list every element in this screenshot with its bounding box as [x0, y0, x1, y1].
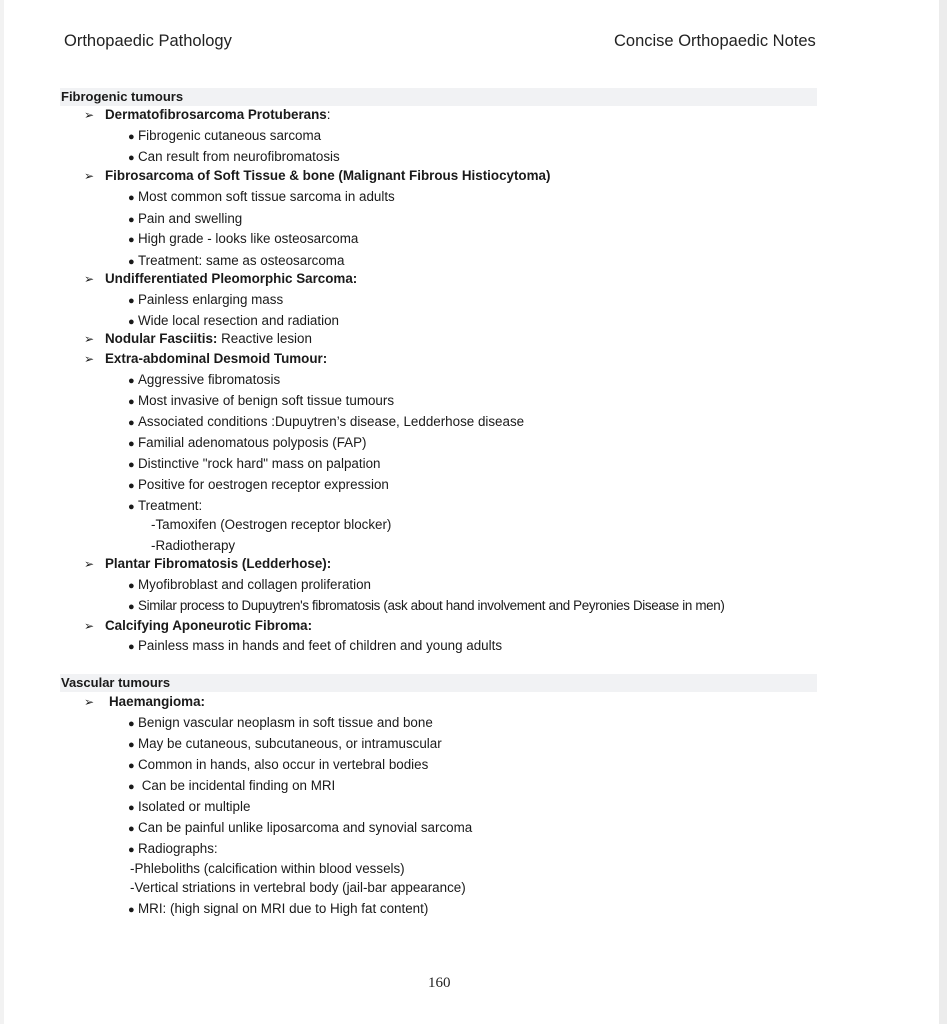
page-number: 160	[428, 975, 451, 991]
list-item	[128, 434, 366, 453]
subheading-rest: :	[326, 107, 331, 122]
list-item-text: Common in hands, also occur in vertebral bodies	[138, 757, 429, 772]
bullet-icon: ●	[128, 802, 135, 814]
list-item-text: Distinctive "rock hard" mass on palpation	[138, 456, 381, 471]
sub-list-item	[130, 860, 405, 878]
subheading	[84, 330, 312, 348]
arrow-icon: ➢	[84, 332, 95, 346]
bullet-icon: ●	[128, 316, 135, 328]
list-item	[128, 576, 371, 595]
bullet-icon: ●	[128, 192, 135, 204]
dash-icon: -	[130, 880, 135, 895]
list-item	[128, 777, 335, 796]
bullet-icon: ●	[128, 641, 135, 653]
header-right: Concise Orthopaedic Notes	[614, 32, 816, 50]
bullet-icon: ●	[128, 718, 135, 730]
subheading-text: Extra-abdominal Desmoid Tumour:	[105, 351, 328, 366]
list-item-text: Treatment: same as osteosarcoma	[138, 253, 345, 268]
list-item-text: Painless enlarging mass	[138, 292, 284, 307]
bullet-icon: ●	[128, 580, 135, 592]
subheading-text: Fibrosarcoma of Soft Tissue & bone (Malignant Fibrous Histiocytoma)	[105, 168, 551, 183]
sub-list-item	[151, 516, 391, 534]
subheading-text: Plantar Fibromatosis (Ledderhose):	[105, 556, 332, 571]
sub-list-item-text: Radiotherapy	[155, 538, 236, 553]
list-item	[128, 497, 202, 516]
subheading	[84, 693, 205, 711]
section-heading-vascular: Vascular tumours	[60, 674, 817, 692]
bullet-icon: ●	[128, 131, 135, 143]
bullet-icon: ●	[128, 459, 135, 471]
list-item	[128, 900, 428, 919]
subheading	[84, 106, 330, 124]
list-item-text: Most invasive of benign soft tissue tumours	[138, 393, 395, 408]
header-left: Orthopaedic Pathology	[64, 32, 232, 50]
list-item-text: Isolated or multiple	[138, 799, 251, 814]
bullet-icon: ●	[128, 417, 135, 429]
list-item	[128, 252, 344, 271]
list-item	[128, 735, 442, 754]
arrow-icon: ➢	[84, 619, 95, 633]
list-item-text: Associated conditions :Dupuytren’s disease, Ledderhose disease	[138, 414, 525, 429]
bullet-icon: ●	[128, 375, 135, 387]
list-item	[128, 210, 242, 229]
subheading-text: Nodular Fasciitis:	[105, 331, 218, 346]
list-item-text: Painless mass in hands and feet of children and young adults	[138, 638, 503, 653]
bullet-icon: ●	[128, 256, 135, 268]
list-item-text: Pain and swelling	[138, 211, 243, 226]
bullet-icon: ●	[128, 480, 135, 492]
bullet-icon: ●	[128, 438, 135, 450]
sub-list-item-text: Tamoxifen (Oestrogen receptor blocker)	[155, 517, 392, 532]
subheading-text: Dermatofibrosarcoma Protuberans	[105, 107, 327, 122]
subheading	[84, 270, 357, 288]
scrollbar[interactable]	[939, 0, 947, 1024]
list-item-text: Benign vascular neoplasm in soft tissue and bone	[138, 715, 433, 730]
bullet-icon: ●	[128, 152, 135, 164]
document-page	[4, 0, 939, 1024]
list-item-text: MRI: (high signal on MRI due to High fat content)	[138, 901, 429, 916]
bullet-icon: ●	[128, 396, 135, 408]
list-item-text: May be cutaneous, subcutaneous, or intramuscular	[138, 736, 442, 751]
subheading	[84, 167, 550, 185]
bullet-icon: ●	[128, 601, 135, 613]
list-item	[128, 840, 218, 859]
list-item-text: Myofibroblast and collagen proliferation	[138, 577, 371, 592]
list-item-text: Wide local resection and radiation	[138, 313, 339, 328]
bullet-icon: ●	[128, 214, 135, 226]
bullet-icon: ●	[128, 844, 135, 856]
sub-list-item-text: Vertical striations in vertebral body (jail-bar appearance)	[134, 880, 466, 895]
list-item	[128, 312, 339, 331]
list-item	[128, 392, 394, 411]
list-item-text: Can result from neurofibromatosis	[138, 149, 340, 164]
bullet-icon: ●	[128, 295, 135, 307]
bullet-icon: ●	[128, 501, 135, 513]
list-item-text: High grade - looks like osteosarcoma	[138, 231, 359, 246]
subheading	[84, 350, 327, 368]
arrow-icon: ➢	[84, 695, 95, 709]
list-item	[128, 413, 524, 432]
arrow-icon: ➢	[84, 557, 95, 571]
subheading-rest: Reactive lesion	[217, 331, 312, 346]
subheading	[84, 617, 312, 635]
list-item-text: Similar process to Dupuytren's fibromatosis (ask about hand involvement and Peyronies Disease in men)	[138, 598, 725, 613]
list-item	[128, 371, 280, 390]
list-item	[128, 188, 395, 207]
sub-list-item	[151, 537, 235, 555]
list-item	[128, 819, 472, 838]
list-item	[128, 455, 380, 474]
subheading-text: Undifferentiated Pleomorphic Sarcoma:	[105, 271, 358, 286]
subheading-text: Haemangioma:	[109, 694, 205, 709]
list-item-text: Positive for oestrogen receptor expression	[138, 477, 389, 492]
sub-list-item	[130, 879, 466, 897]
subheading	[84, 555, 331, 573]
arrow-icon: ➢	[84, 169, 95, 183]
list-item	[128, 637, 502, 656]
list-item-text: Aggressive fibromatosis	[138, 372, 281, 387]
arrow-icon: ➢	[84, 272, 95, 286]
list-item-text: Can be incidental finding on MRI	[138, 778, 336, 793]
bullet-icon: ●	[128, 781, 135, 793]
bullet-icon: ●	[128, 739, 135, 751]
list-item	[128, 798, 250, 817]
list-item-text: Radiographs:	[138, 841, 218, 856]
list-item	[128, 127, 321, 146]
arrow-icon: ➢	[84, 108, 95, 122]
section-heading-fibrogenic: Fibrogenic tumours	[60, 88, 817, 106]
list-item-text: Familial adenomatous polyposis (FAP)	[138, 435, 367, 450]
dash-icon: -	[151, 517, 156, 532]
list-item	[128, 148, 340, 167]
bullet-icon: ●	[128, 760, 135, 772]
list-item	[128, 597, 724, 616]
list-item	[128, 291, 283, 310]
subheading-text: Calcifying Aponeurotic Fibroma:	[105, 618, 313, 633]
list-item	[128, 230, 358, 249]
list-item-text: Treatment:	[138, 498, 203, 513]
list-item	[128, 476, 389, 495]
bullet-icon: ●	[128, 904, 135, 916]
dash-icon: -	[130, 861, 135, 876]
sub-list-item-text: Phleboliths (calcification within blood vessels)	[134, 861, 405, 876]
bullet-icon: ●	[128, 823, 135, 835]
bullet-icon: ●	[128, 234, 135, 246]
list-item-text: Most common soft tissue sarcoma in adults	[138, 189, 395, 204]
arrow-icon: ➢	[84, 352, 95, 366]
dash-icon: -	[151, 538, 156, 553]
list-item-text: Fibrogenic cutaneous sarcoma	[138, 128, 322, 143]
list-item	[128, 714, 433, 733]
list-item-text: Can be painful unlike liposarcoma and synovial sarcoma	[138, 820, 473, 835]
list-item	[128, 756, 428, 775]
